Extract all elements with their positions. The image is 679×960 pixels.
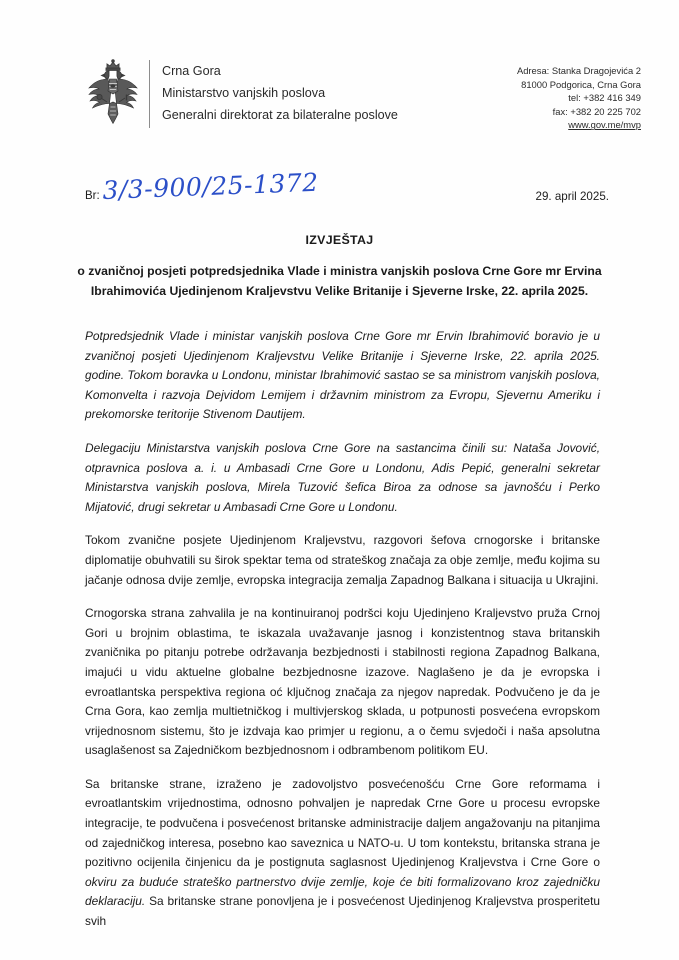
letterhead-identity <box>85 58 398 132</box>
letterhead <box>0 0 679 132</box>
contact-address-line1: Adresa: Stanka Dragojevića 2 <box>516 65 641 76</box>
paragraph-montenegrin-side: Crnogorska strana zahvalila je na kontinuiranoj podršci koju Ujedinjeno Kraljevstvo pruža Crnoj Gori u brojnim oblastima, te iskazala uvažavanje jasnog i konzistentnog stava britanskih zvaničnika po pitanju potrebe održavanja bezbjednosti i stabilnosti regiona Zapadnog Balkana, imajući u vidu aktuelne globalne bezbjednosne izazove. Naglašeno je da je evropska i evroatlantska perspektiva regiona oć ključnog značaja za njegov napredak. Podvučeno je da je Crna Gora, kao zemlja multietničkog i multivjerskog sklada, u potpunosti posvećena evropskom vrijednosnom sistemu, što je izdvaja kao primjer u regionu, a o čemu svjedoči i naša apsolutna usaglašenost sa Zajedničkom bezbjednosnom i odbrambenom politikom EU. <box>85 606 600 758</box>
org-line-ministry: Ministarstvo vanjskih poslova <box>162 86 326 100</box>
paragraph-topics: Tokom zvanične posjete Ujedinjenom Kraljevstvu, razgovori šefova crnogorske i britanske diplomatije obuhvatili su širok spektar tema od strateškog značaja za obje zemlje, među kojima su jačanje odnosa dvije zemlje, evropska integracija zemalja Zapadnog Balkana i situacija u Ukrajini. <box>85 533 600 587</box>
paragraph-delegation: Delegaciju Ministarstva vanjskih poslova Crne Gore na sastancima činili su: Nataša Jovović, otpravnica poslova a. i. u Ambasadi Crne Gore u Londonu, Adis Pepić, generalni sekretar Ministarstva vanjskih poslova, Mirela Tuzović šefica Biroa za odnose sa javnošću i Perko Mijatović, drugi sekretar u Ambasadi Crne Gore u Londonu. <box>85 440 600 514</box>
title-block <box>0 203 679 301</box>
document-date: 29. april 2025. <box>535 190 609 203</box>
reference-block <box>85 167 319 205</box>
org-line-directorate: Generalni direktorat za bilateralne poslove <box>162 108 398 122</box>
contact-block <box>517 58 641 132</box>
contact-website-link[interactable]: www.gov.me/mvp <box>568 119 641 131</box>
document-subject-heading: o zvaničnoj posjeti potpredsjednika Vlade i ministra vanjskih poslova Crne Gore mr Ervina Ibrahimovića Ujedinjenom Kraljevstvu Velike Britanije i Sjeverne Irske, 22. aprila 2025. <box>77 264 602 298</box>
paragraph-british-side-emphasis: okviru za buduće strateško partnerstvo dvije zemlje, koje će biti formalizovano kroz zajedničku deklaraciju. <box>85 874 600 909</box>
paragraph-british-side-text-before: Sa britanske strane, izraženo je zadovoljstvo posvećenošću Crne Gore reformama i evroatlantskim vrijednostima, odnosno pohvaljen je napredak Crne Gore u procesu evropske integracije, te podvučena i posvećenost britanske administracije daljem angažovanju na pitanjima od zajedničkog interesa, posebno kao saveznica u NATO-u. U tom kontekstu, britanska strana je pozitivno ocijenila činjenicu da je postignuta saglasnost Ujedinjenog Kraljevstva i Crne Gore o <box>85 776 600 870</box>
org-line-country: Crna Gora <box>162 64 221 78</box>
letterhead-divider <box>149 60 150 128</box>
contact-telephone: tel: +382 416 349 <box>568 92 641 104</box>
document-kind-heading: IZVJEŠTAJ <box>305 233 374 247</box>
document-body <box>0 301 679 932</box>
contact-fax: fax: +382 20 225 702 <box>552 105 641 117</box>
paragraph-visit-summary: Potpredsjednik Vlade i ministar vanjskih poslova Crne Gore mr Ervin Ibrahimović boravio je u zvaničnoj posjeti Ujedinjenom Kraljevstvu Velike Britanije i Sjeverne Irske, 22. aprila 2025. godine. Tokom boravka u Londonu, ministar Ibrahimović sastao se sa ministrom vanjskih poslova, Komonvelta i razvoja Dejvidom Lemijem i državnim ministrom za Evropu, Sjevernu Ameriku i prekomorske teritorije Stivenom Dautijem. <box>85 329 600 422</box>
reference-date-row <box>0 132 679 203</box>
paragraph-british-side <box>85 775 600 932</box>
contact-address-line2: 81000 Podgorica, Crna Gora <box>521 78 641 90</box>
reference-label: Br: <box>85 190 100 202</box>
organization-titles <box>162 58 398 132</box>
montenegro-coat-of-arms-icon <box>85 58 141 132</box>
paragraph-british-side-text-after: Sa britanske strane ponovljena je i posvećenost Ujedinjenog Kraljevstva prosperitetu svih <box>85 894 600 929</box>
reference-number-handwritten: 3/3-900/25-1372 <box>101 167 319 205</box>
